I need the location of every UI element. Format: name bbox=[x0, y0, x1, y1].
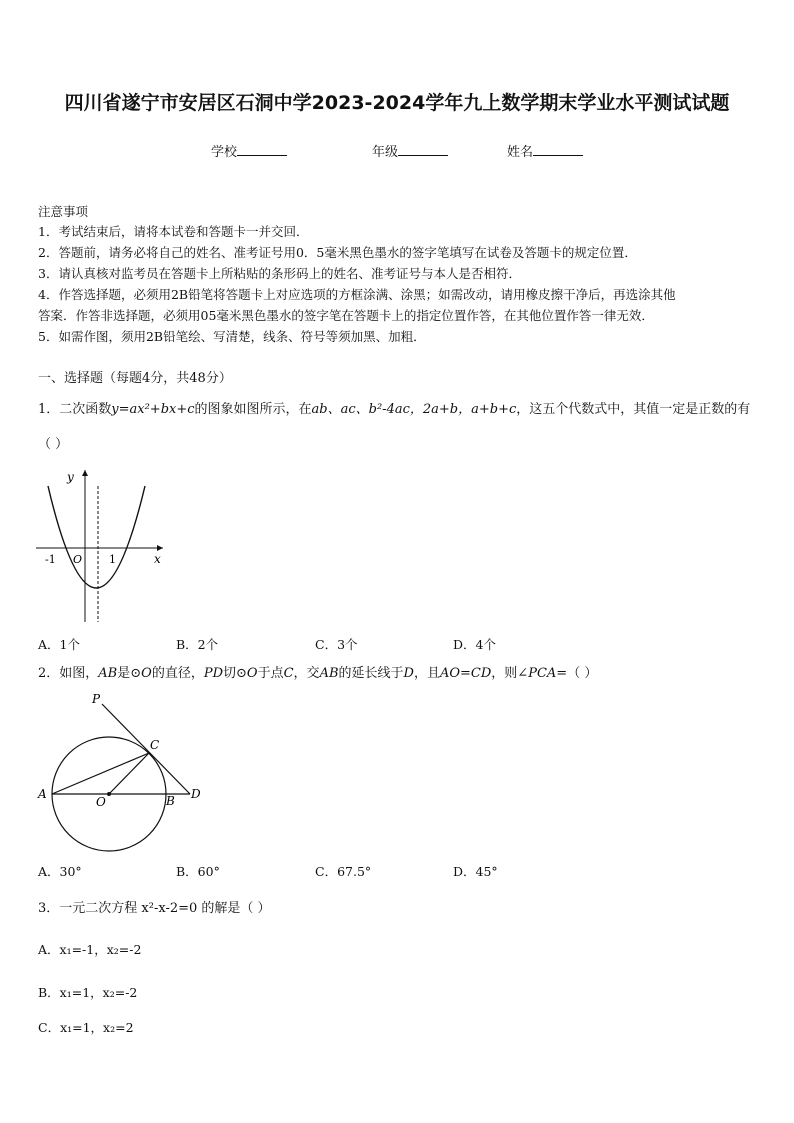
notice-item-4: 4．作答选择题，必须用2B铅笔将答题卡上对应选项的方框涂满、涂黑；如需改动，请用橡皮擦干净后，再选涂其他 bbox=[38, 287, 676, 302]
q1-mid: 的图象如图所示，在 bbox=[194, 402, 312, 417]
q2-option-d[interactable]: D．45° bbox=[453, 864, 498, 879]
notice-item-2: 2．答题前，请务必将自己的姓名、准考证号用0．5毫米黑色墨水的签字笔填写在试卷及答题卡的规定位置． bbox=[38, 245, 637, 260]
q2-c1: C bbox=[283, 666, 294, 681]
q2-option-b[interactable]: B．60° bbox=[176, 864, 220, 879]
label-d: D bbox=[191, 787, 201, 801]
q2-text-b: 是⊙ bbox=[117, 666, 142, 681]
q2-o2: O bbox=[246, 666, 258, 681]
q2-text-i: ，则∠ bbox=[491, 666, 529, 681]
notice-item-3: 3．请认真核对监考员在答题卡上所粘贴的条形码上的姓名、准考证号与本人是否相符． bbox=[38, 266, 521, 281]
notice-item-4b: 答案．作答非选择题，必须用05毫米黑色墨水的签字笔在答题卡上的指定位置作答，在其他位置作答一律无效． bbox=[38, 308, 654, 323]
x-axis-label: x bbox=[154, 552, 161, 566]
q2-circle-figure bbox=[30, 688, 215, 853]
q1-option-b[interactable]: B．2个 bbox=[176, 637, 219, 652]
q2-pca: PCA bbox=[528, 666, 557, 681]
grade-field[interactable] bbox=[372, 141, 448, 160]
q1-option-c[interactable]: C．3个 bbox=[315, 637, 358, 652]
name-label: 姓名 bbox=[507, 145, 534, 160]
q2-text-a: 2．如图， bbox=[38, 666, 99, 681]
tangent-pd bbox=[102, 704, 190, 794]
q2-pd: PD bbox=[203, 666, 223, 681]
name-blank[interactable] bbox=[533, 142, 583, 156]
q2-text-c: 的直径， bbox=[151, 666, 204, 681]
q2-text-g: 的延长线于 bbox=[338, 666, 404, 681]
q1-parabola-graph bbox=[30, 462, 175, 632]
q2-aocd: AO=CD bbox=[439, 666, 492, 681]
q2-ab: AB bbox=[98, 666, 118, 681]
school-label: 学校 bbox=[211, 145, 238, 160]
label-a: A bbox=[38, 787, 47, 801]
school-field[interactable] bbox=[211, 141, 287, 160]
q3-option-c[interactable]: C．x₁=1，x₂=2 bbox=[38, 1020, 134, 1035]
q2-o1: O bbox=[141, 666, 152, 681]
section-heading-choice: 一、选择题（每题4分，共48分） bbox=[38, 371, 232, 386]
q1-function: y=ax²+bx+c bbox=[111, 402, 195, 417]
q2-text-h: ，且 bbox=[413, 666, 440, 681]
label-p: P bbox=[92, 692, 101, 706]
notice-item-5: 5．如需作图，须用2B铅笔绘、写清楚，线条、符号等须加黑、加粗． bbox=[38, 329, 426, 344]
grade-blank[interactable] bbox=[398, 142, 448, 156]
notice-heading: 注意事项 bbox=[38, 204, 89, 219]
origin-label: O bbox=[73, 553, 83, 566]
label-c: C bbox=[150, 738, 160, 752]
q1-option-a[interactable]: A．1个 bbox=[38, 637, 80, 652]
label-o: O bbox=[96, 795, 106, 809]
tick-label-1: 1 bbox=[109, 553, 116, 566]
q1-prefix: 1．二次函数 bbox=[38, 402, 112, 417]
school-blank[interactable] bbox=[237, 142, 287, 156]
q1-option-d[interactable]: D．4个 bbox=[453, 637, 496, 652]
chord-ac bbox=[52, 753, 149, 794]
notice-item-1: 1．考试结束后，请将本试卷和答题卡一并交回． bbox=[38, 224, 309, 239]
y-axis-label: y bbox=[67, 470, 74, 484]
question-3: 3．一元二次方程 x²-x-2=0 的解是（ ） bbox=[38, 901, 271, 916]
q2-option-a[interactable]: A．30° bbox=[38, 864, 82, 879]
q2-option-c[interactable]: C．67.5° bbox=[315, 864, 372, 879]
tick-label-neg1: -1 bbox=[45, 553, 56, 566]
q2-text-f: ，交 bbox=[293, 666, 320, 681]
q2-text-d: 切⊙ bbox=[223, 666, 247, 681]
q1-suffix: ，这五个代数式中，其值一定是正数的有 bbox=[516, 402, 751, 417]
question-2 bbox=[38, 663, 758, 685]
q2-text-e: 于点 bbox=[257, 666, 284, 681]
q3-option-a[interactable]: A．x₁=-1，x₂=-2 bbox=[38, 942, 142, 957]
q3-option-b[interactable]: B．x₁=1，x₂=-2 bbox=[38, 985, 138, 1000]
parabola-curve bbox=[48, 486, 145, 588]
page-title: 四川省遂宁市安居区石洞中学2023-2024学年九上数学期末学业水平测试试题 bbox=[64, 92, 730, 114]
q2-d1: D bbox=[403, 666, 414, 681]
question-1 bbox=[38, 399, 758, 421]
q2-ab2: AB bbox=[319, 666, 339, 681]
q2-text-j: =（ ） bbox=[556, 666, 598, 681]
label-b: B bbox=[166, 794, 175, 808]
center-point bbox=[107, 792, 111, 796]
radius-oc bbox=[109, 753, 149, 794]
q1-answer-paren: （ ） bbox=[38, 437, 69, 452]
grade-label: 年级 bbox=[372, 145, 399, 160]
q1-expressions: ab、ac、b²-4ac，2a+b，a+b+c bbox=[311, 402, 517, 417]
name-field[interactable] bbox=[507, 141, 583, 160]
